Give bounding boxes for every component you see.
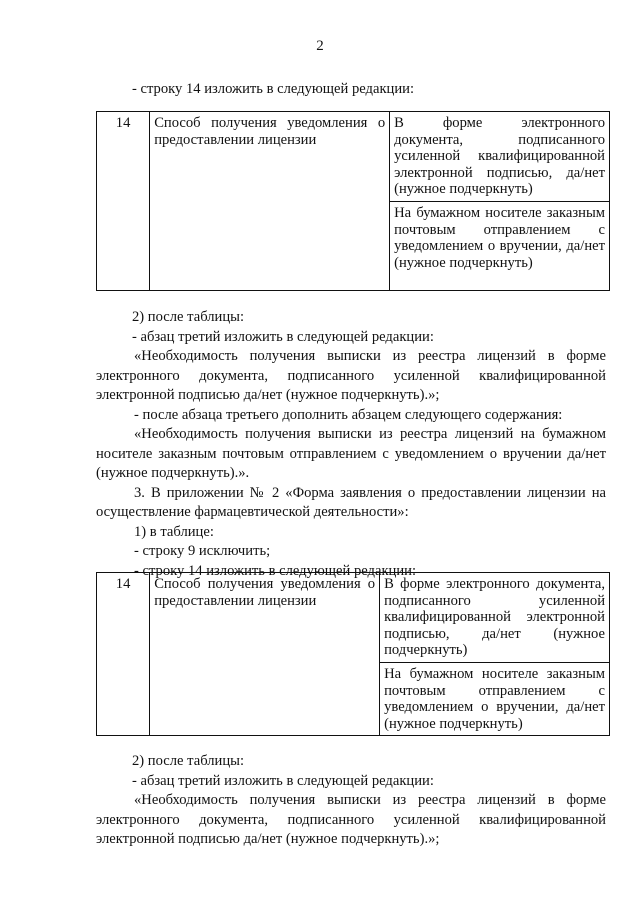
paragraph-three-instruction-2: - абзац третий изложить в следующей редакции: — [132, 773, 434, 789]
after-table-heading: 2) после таблицы: — [132, 309, 245, 325]
add-paragraph-instruction: - после абзаца третьего дополнить абзацем следующего содержания: — [134, 406, 563, 423]
row-label: Способ получения уведомления о предоставлении лицензии — [150, 112, 390, 291]
text-block-1 — [96, 347, 606, 581]
paragraph-three-instruction: - абзац третий изложить в следующей редакции: — [132, 329, 434, 345]
row-number: 14 — [97, 112, 150, 291]
intro-line: - строку 14 изложить в следующей редакции: — [132, 81, 415, 97]
option-electronic: В форме электронного документа, подписанного усиленной квалифицированной электронной подписью, да/нет (нужное подчеркнуть) — [390, 112, 610, 202]
in-table-heading: 1) в таблице: — [134, 523, 214, 540]
table-row-14-first — [96, 111, 610, 291]
text-block-2 — [96, 791, 606, 850]
row-number: 14 — [97, 573, 150, 736]
after-table-heading-2: 2) после таблицы: — [132, 753, 245, 769]
row-9-delete: - строку 9 исключить; — [134, 543, 271, 559]
quote-electronic: «Необходимость получения выписки из реестра лицензий в форме электронного документа, подписанного усиленной квалифицированной электронной подписью да/нет (нужное подчеркнуть).»; — [96, 348, 606, 403]
option-paper: На бумажном носителе заказным почтовым отправлением с уведомлением о вручении, да/нет (нужное подчеркнуть) — [390, 201, 610, 290]
appendix-2-heading: 3. В приложении № 2 «Форма заявления о предоставлении лицензии на осуществление фармацевтической деятельности»: — [96, 484, 606, 520]
row-label: Способ получения уведомления о предоставлении лицензии — [150, 573, 380, 736]
quote-paper: «Необходимость получения выписки из реестра лицензий на бумажном носителе заказным почтовым отправлением с уведомлением о вручении да/нет (нужное подчеркнуть).». — [96, 426, 606, 481]
table-row-14-second — [96, 572, 610, 736]
option-paper: На бумажном носителе заказным почтовым отправлением с уведомлением о вручении, да/нет (нужное подчеркнуть) — [380, 662, 610, 735]
quote-electronic-2: «Необходимость получения выписки из реестра лицензий в форме электронного документа, подписанного усиленной квалифицированной электронной подписью да/нет (нужное подчеркнуть).»; — [96, 792, 606, 847]
row-14-instruction: - строку 14 изложить в следующей редакции: — [134, 562, 417, 579]
page-number: 2 — [316, 38, 324, 54]
option-electronic: В форме электронного документа, подписанного усиленной квалифицированной электронной подписью, да/нет (нужное подчеркнуть) — [380, 573, 610, 663]
